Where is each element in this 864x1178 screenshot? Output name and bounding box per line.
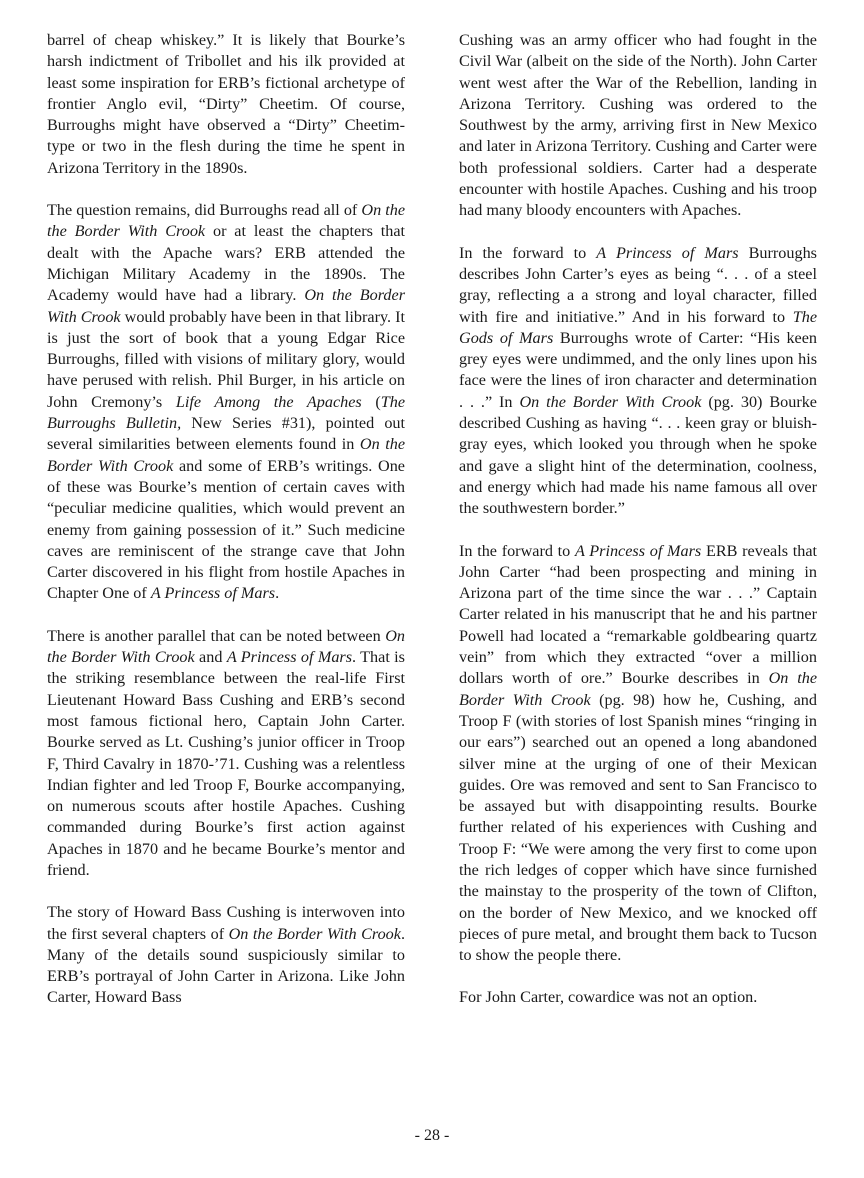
paragraph: barrel of cheap whiskey.” It is likely that Bourke’s harsh indictment of Tribollet and his ilk provided at least some inspiration for ERB’s fictional archetype of frontier Anglo evil, “Dirty” Cheetim. Of course, Burroughs might have observed a “Dirty” Cheetim-type or two in the flesh during the time he spent in Arizona Territory in the 1890s. (47, 31, 405, 177)
page-number: - 28 - (414, 1127, 450, 1144)
paragraph: Cushing was an army officer who had fought in the Civil War (albeit on the side of the North). John Carter went west after the War of the Rebellion, landing in Arizona Territory. Cushing was ordered to the Southwest by the army, arriving first in New Mexico and later in Arizona Territory. Cushing and Carter were both professional soldiers. Carter had a desperate encounter with hostile Apaches. Cushing and his troop had many bloody encounters with Apaches. (459, 31, 817, 220)
paragraph: There is another parallel that can be noted between On the Border With Crook and A Princess of Mars. That is the striking resemblance between the real-life First Lieutenant Howard Bass Cushing and ERB’s second most famous fictional hero, Captain John Carter. Bourke served as Lt. Cushing’s junior officer in Troop F, Third Cavalry in 1870-’71. Cushing was a relentless Indian fighter and led Troop F, Bourke accompanying, on numerous scouts after hostile Apaches. Cushing commanded during Bourke’s first action against Apaches in 1870 and he became Bourke’s mentor and friend. (47, 626, 405, 879)
paragraph: The question remains, did Burroughs read all of On the the Border With Crook or at least the chapters that dealt with the Apache wars? ERB attended the Michigan Military Academy in the 1890s. The Academy would have had a library. On the Border With Crook would probably have been in that library. It is just the sort of book that a young Edgar Rice Burroughs, filled with visions of military glory, would have perused with relish. Phil Burger, in his article on John Cremony’s Life Among the Apaches (The Burroughs Bulletin, New Series #31), pointed out several similarities between elements found in On the Border With Crook and some of ERB’s writings. One of these was Bourke’s mention of certain caves with “peculiar medicine qualities, which would prevent an enemy from gaining possession of it.” Such medicine caves are reminiscent of the strange cave that John Carter discovered in his flight from hostile Apaches in Chapter One of A Princess of Mars. (47, 201, 406, 603)
right-column (459, 30, 817, 1009)
paragraph: In the forward to A Princess of Mars Burroughs describes John Carter’s eyes as being “. . . of a steel gray, reflecting a a strong and loyal character, filled with fire and initiative.” And in his forward to The Gods of Mars Burroughs wrote of Carter: “His keen grey eyes were undimmed, and the only lines upon his face were the lines of iron character and determination . . .” In On the Border With Crook (pg. 30) Bourke described Cushing as having “. . . keen gray or bluish-gray eyes, which looked you through when he spoke and gave a slight hint of the determination, coolness, and energy which had made his name famous all over the southwestern border.” (459, 243, 817, 518)
paragraph: In the forward to A Princess of Mars ERB reveals that John Carter “had been prospecting and mining in Arizona part of the time since the war . . .” Captain Carter related in his manuscript that he and his partner Powell had located a “remarkable goldbearing quartz vein” from which they extracted “over a million dollars worth of ore.” Bourke describes in On the Border With Crook (pg. 98) how he, Cushing, and Troop F (with stories of lost Spanish mines “ringing in our ears”) searched out an opened a long abandoned silver mine at the urging of one of their Mexican guides. Ore was removed and sent to San Francisco to be assayed but with disappointing results. Bourke further related of his experiences with Cushing and Troop F: “We were among the very first to come upon the rich ledges of copper which have since furnished the mainstay to the prosperity of the town of Clifton, on the border of New Mexico, and we knocked off pieces of pure metal, and brought them back to Tucson to show the people there. (459, 541, 817, 965)
left-column (47, 30, 405, 1009)
paragraph: For John Carter, cowardice was not an option. (459, 988, 758, 1007)
paragraph: The story of Howard Bass Cushing is interwoven into the first several chapters of On the Border With Crook. Many of the details sound suspiciously similar to ERB’s portrayal of John Carter in Arizona. Like John Carter, Howard Bass (47, 903, 405, 1007)
